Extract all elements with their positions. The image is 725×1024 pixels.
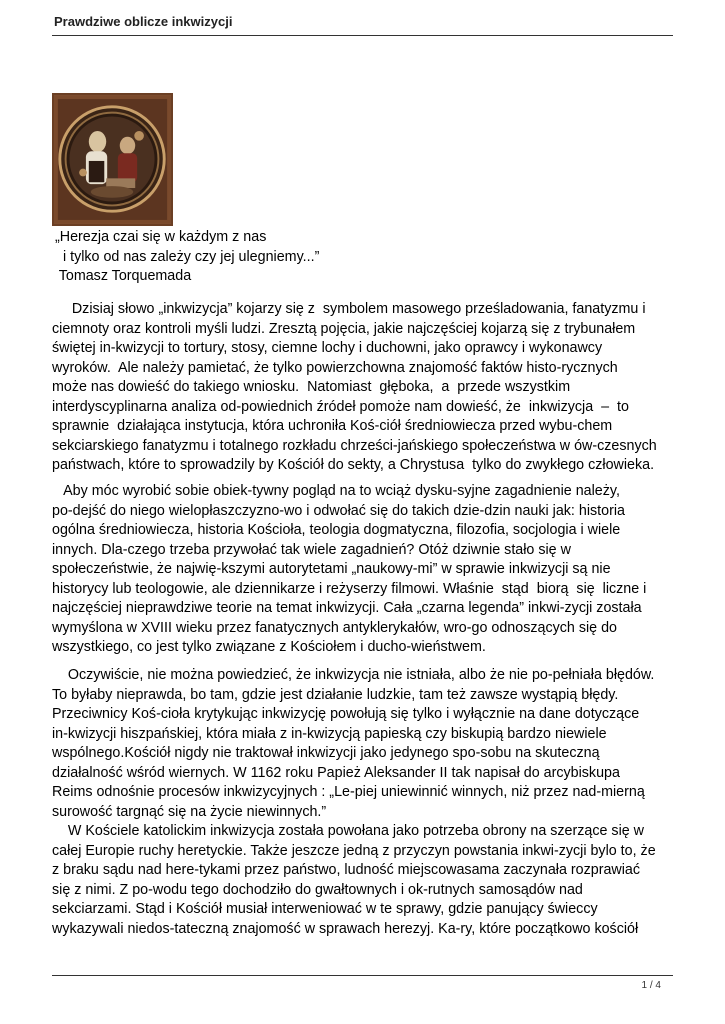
text-line: Dzisiaj słowo „inkwizycja” kojarzy się z symbolem masowego prześladowania, fanatyzmu i [52,301,646,317]
paragraph-3 [52,666,677,939]
text-line: wykazywali niedos-tateczną znajomość w sprawach herezyj. Ka-ry, które początkowo kościół [52,920,639,937]
medallion-painting [54,95,171,224]
text-line: wspólnego.Kościół nigdy nie traktował inkwizycji jako jedynego spo-sobu na skuteczną [52,745,600,761]
paragraph-1 [52,300,677,476]
page-header-title: Prawdziwe oblicze inkwizycji [54,14,233,29]
text-line: się z nimi. Z po-wodu tego dochodziło do gwałtownych i ok-rutnych samosądów nad [52,881,583,898]
page-number: 1 / 4 [641,980,661,991]
text-line: Reims odnośnie procesów inkwizycyjnych : „Le-piej uniewinnić winnych, niż przez nad-mierną [52,784,645,800]
text-line: społeczeństwie, że najwię-kszymi autorytetami „naukowy-mi” w sprawie inkwizycji są nie [52,561,611,577]
text-line: Aby móc wyrobić sobie obiek-tywny pogląd na to wciąż dysku-syjne zagadnienie należy, [52,483,620,499]
text-line: sekciarzami. Stąd i Kościół musiał interweniować w te sprawy, gdzie panujący świeccy [52,901,598,917]
text-line: wymyślona w XVIII wieku przez fanatycznych antyklerykałów, wro-go odnoszących się do [52,619,617,636]
text-line: innych. Dla-czego trzeba przywołać tak wiele zagadnień? Otóż dziwnie stało się w [52,541,571,558]
text-line: historycy lub teologowie, ale dziennikarze i reżyserzy filmowi. Właśnie stąd biorą się liczne i [52,580,647,597]
text-line: wyroków. Ale należy pamietać, że tylko powierzchowna znajomość faktów histo-rycznych [52,359,618,376]
quote-author: Tomasz Torquemada [55,268,192,284]
text-line: sekciarskiego fanatyzmu i totalnego rozkładu chrześci-jańskiego społeczeństwa w ów-czesnych [52,437,657,454]
text-line: działalność wśród wiernych. W 1162 roku Papież Aleksander II tak napisał do arcybiskupa [52,764,620,781]
text-line: interdyscyplinarna analiza od-powiednich źródeł pomoże nam dowieść, że inkwizycja – to [52,398,629,415]
footer-divider [52,975,673,976]
text-line: sprawnie działająca instytucja, która uchroniła Koś-ciół średniowiecza przed wybu-chem [52,418,613,434]
text-line: To byłaby nieprawda, bo tam, gdzie jest działanie ludzkie, tam też zawsze wystąpią błędy. [52,686,619,703]
text-line: całej Europie ruchy heretyckie. Także jeszcze jedną z przyczyn powstania inkwi-zycji bylo to, że [52,842,656,859]
text-line: ciemnoty oraz kontroli myśli ludzi. Zresztą pojęcia, jakie najczęściej kojarzą się z trybunałem [52,320,636,337]
epigraph-quote [55,228,319,287]
text-line: z braku sądu nad here-tykami przez państwo, ludność miejscowasama zaczynała rozprawiać [52,862,641,878]
text-line: wszystkiego, co jest tylko związane z Kościołem i ducho-wieństwem. [52,639,486,655]
text-line: po-dejść do niego wielopłaszczyzno-wo i odwołać się do takich dzie-dzin nauki jak: historia [52,502,625,519]
text-line: świętej in-kwizycji to tortury, stosy, ciemne lochy i duchowni, jako oprawcy i wykonawcy [52,340,603,356]
painting-illustration [52,93,173,226]
text-line: surowość targnąć się na życie niewinnych.” [52,803,327,820]
text-line: może nas dowieść do takiego wniosku. Natomiast głęboka, a przede wszystkim [52,379,571,395]
quote-line: „Herezja czai się w każdym z nas [55,229,267,245]
header-divider [52,35,673,36]
text-line: ogólna średniowiecza, historia Kościoła, teologia dogmatyczna, filozofia, socjologia i wiele [52,522,621,538]
paragraph-2 [52,482,677,658]
quote-line: i tylko od nas zależy czy jej ulegniemy...” [55,248,320,265]
text-line: W Kościele katolickim inkwizycja została powołana jako potrzeba obrony na szerzące się w [52,823,644,839]
text-line: in-kwizycji hiszpańskiej, która miała z in-kwizycją papieską czy biskupią bardzo niewiele [52,725,607,742]
text-line: Przeciwnicy Koś-cioła krytykując inkwizycję powołują się tylko i wyłącznie na dane dotyczące [52,706,640,722]
text-line: Oczywiście, nie można powiedzieć, że inkwizycja nie istniała, albo że nie po-pełniała błędów. [52,667,655,683]
text-line: najczęściej nieprawdziwe teorie na temat inkwizycji. Cała „czarna legenda” inkwi-zycji została [52,600,642,616]
text-line: państwach, które to sprowadzily by Kościół do sekty, a Chrystusa tylko do zwykłego człowieka. [52,457,655,473]
